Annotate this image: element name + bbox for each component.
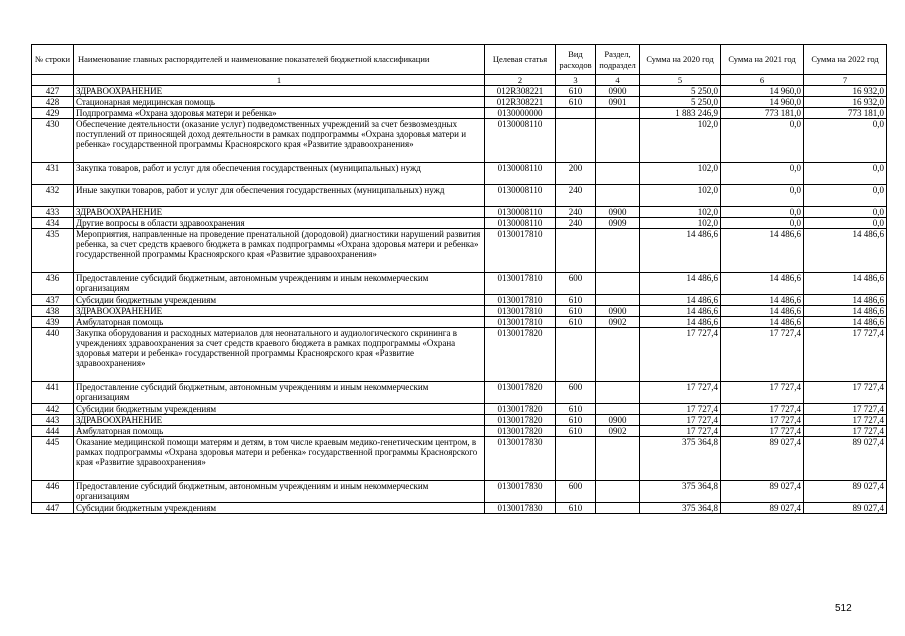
cell-name: ЗДРАВООХРАНЕНИЕ — [74, 415, 485, 426]
table-row — [32, 317, 887, 328]
cell-sum-2020: 102,0 — [640, 218, 721, 229]
header-sum-2022: Сумма на 2022 год — [804, 45, 887, 75]
cell-sum-2021: 0,0 — [721, 207, 804, 218]
cell-sum-2020: 102,0 — [640, 119, 721, 163]
table-row — [32, 185, 887, 207]
cell-section: 0902 — [596, 426, 640, 437]
cell-expense-type — [556, 229, 596, 273]
cell-name: Подпрограмма «Охрана здоровья матери и ребенка» — [74, 108, 485, 119]
table-row — [32, 306, 887, 317]
header-number-2: 2 — [485, 75, 556, 86]
cell-expense-type: 240 — [556, 185, 596, 207]
cell-expense-type: 610 — [556, 97, 596, 108]
cell-name: Субсидии бюджетным учреждениям — [74, 503, 485, 514]
cell-name: Закупка оборудования и расходных материалов для неонатального и аудиологического скрининга в учреждениях здравоохранения за счет средств краевого бюджета в рамках подпрограммы «Охрана здоровья матери и ребенка» государственной программы Красноярского края «Развитие здравоохранения» — [74, 328, 485, 382]
cell-sum-2021: 17 727,4 — [721, 415, 804, 426]
cell-target-article: 0130017820 — [485, 328, 556, 382]
cell-target-article: 0130017820 — [485, 415, 556, 426]
cell-row-number: 427 — [32, 86, 74, 97]
cell-name: Предоставление субсидий бюджетным, автономным учреждениям и иным некоммерческим организациям — [74, 481, 485, 503]
header-number-7: 7 — [804, 75, 887, 86]
header-name: Наименование главных распорядителей и наименование показателей бюджетной классификации — [74, 45, 485, 75]
cell-sum-2020: 14 486,6 — [640, 273, 721, 295]
cell-target-article: 0130017810 — [485, 295, 556, 306]
table-row — [32, 273, 887, 295]
budget-table — [31, 44, 887, 514]
cell-expense-type: 240 — [556, 218, 596, 229]
cell-sum-2020: 102,0 — [640, 163, 721, 185]
table-row — [32, 86, 887, 97]
cell-row-number: 445 — [32, 437, 74, 481]
cell-expense-type — [556, 119, 596, 163]
cell-name: Амбулаторная помощь — [74, 426, 485, 437]
cell-sum-2022: 0,0 — [804, 207, 887, 218]
header-sum-2021: Сумма на 2021 год — [721, 45, 804, 75]
cell-sum-2022: 14 486,6 — [804, 295, 887, 306]
cell-row-number: 431 — [32, 163, 74, 185]
cell-sum-2022: 89 027,4 — [804, 503, 887, 514]
cell-row-number: 446 — [32, 481, 74, 503]
cell-row-number: 428 — [32, 97, 74, 108]
cell-sum-2020: 17 727,4 — [640, 328, 721, 382]
cell-expense-type: 610 — [556, 317, 596, 328]
header-target-article: Целевая статья — [485, 45, 556, 75]
table-row — [32, 404, 887, 415]
header-expense-type: Вид расходов — [556, 45, 596, 75]
cell-name: Амбулаторная помощь — [74, 317, 485, 328]
cell-sum-2022: 16 932,0 — [804, 86, 887, 97]
cell-expense-type: 610 — [556, 306, 596, 317]
cell-section: 0909 — [596, 218, 640, 229]
cell-row-number: 436 — [32, 273, 74, 295]
cell-target-article: 0130017830 — [485, 481, 556, 503]
cell-expense-type: 610 — [556, 86, 596, 97]
cell-sum-2020: 102,0 — [640, 207, 721, 218]
header-row-number: № строки — [32, 45, 74, 75]
table-row — [32, 382, 887, 404]
table-row — [32, 229, 887, 273]
table-row — [32, 328, 887, 382]
cell-sum-2021: 0,0 — [721, 185, 804, 207]
header-numbers-row — [32, 75, 887, 86]
cell-target-article: 0130008110 — [485, 207, 556, 218]
header-number-5: 5 — [640, 75, 721, 86]
cell-sum-2020: 14 486,6 — [640, 295, 721, 306]
cell-expense-type: 600 — [556, 481, 596, 503]
header-number-6: 6 — [721, 75, 804, 86]
cell-sum-2022: 16 932,0 — [804, 97, 887, 108]
cell-sum-2021: 14 486,6 — [721, 317, 804, 328]
cell-section: 0902 — [596, 317, 640, 328]
cell-sum-2022: 773 181,0 — [804, 108, 887, 119]
cell-target-article: 0130017810 — [485, 273, 556, 295]
table-body — [32, 86, 887, 514]
table-row — [32, 415, 887, 426]
cell-target-article: 0130008110 — [485, 119, 556, 163]
table-row — [32, 108, 887, 119]
table-row — [32, 97, 887, 108]
cell-target-article: 0130017810 — [485, 306, 556, 317]
cell-sum-2022: 17 727,4 — [804, 328, 887, 382]
cell-sum-2020: 17 727,4 — [640, 426, 721, 437]
cell-sum-2020: 14 486,6 — [640, 306, 721, 317]
header-section: Раздел, подраздел — [596, 45, 640, 75]
cell-sum-2020: 17 727,4 — [640, 382, 721, 404]
table-row — [32, 437, 887, 481]
cell-sum-2022: 0,0 — [804, 218, 887, 229]
cell-name: Другие вопросы в области здравоохранения — [74, 218, 485, 229]
cell-sum-2021: 17 727,4 — [721, 328, 804, 382]
cell-name: ЗДРАВООХРАНЕНИЕ — [74, 306, 485, 317]
cell-sum-2021: 773 181,0 — [721, 108, 804, 119]
cell-target-article: 0130008110 — [485, 185, 556, 207]
cell-sum-2021: 14 486,6 — [721, 273, 804, 295]
cell-sum-2022: 14 486,6 — [804, 317, 887, 328]
table-row — [32, 426, 887, 437]
cell-sum-2021: 14 960,0 — [721, 86, 804, 97]
cell-section: 0900 — [596, 306, 640, 317]
cell-target-article: 0130008110 — [485, 163, 556, 185]
cell-section — [596, 481, 640, 503]
cell-expense-type — [556, 437, 596, 481]
cell-sum-2020: 102,0 — [640, 185, 721, 207]
cell-expense-type: 610 — [556, 415, 596, 426]
cell-sum-2022: 17 727,4 — [804, 415, 887, 426]
cell-target-article: 012R308221 — [485, 86, 556, 97]
cell-section: 0900 — [596, 207, 640, 218]
cell-sum-2022: 89 027,4 — [804, 481, 887, 503]
cell-sum-2021: 89 027,4 — [721, 437, 804, 481]
cell-row-number: 432 — [32, 185, 74, 207]
cell-sum-2022: 14 486,6 — [804, 273, 887, 295]
cell-row-number: 435 — [32, 229, 74, 273]
cell-section — [596, 437, 640, 481]
cell-sum-2021: 14 486,6 — [721, 229, 804, 273]
cell-section — [596, 503, 640, 514]
cell-section — [596, 229, 640, 273]
cell-section — [596, 295, 640, 306]
cell-row-number: 444 — [32, 426, 74, 437]
cell-sum-2022: 14 486,6 — [804, 229, 887, 273]
cell-name: Предоставление субсидий бюджетным, автономным учреждениям и иным некоммерческим организациям — [74, 382, 485, 404]
cell-row-number: 433 — [32, 207, 74, 218]
cell-row-number: 447 — [32, 503, 74, 514]
cell-sum-2022: 17 727,4 — [804, 404, 887, 415]
cell-target-article: 0130017820 — [485, 404, 556, 415]
cell-section — [596, 382, 640, 404]
cell-name: Закупка товаров, работ и услуг для обеспечения государственных (муниципальных) нужд — [74, 163, 485, 185]
cell-target-article: 0130017830 — [485, 437, 556, 481]
cell-target-article: 0130017820 — [485, 426, 556, 437]
cell-section — [596, 273, 640, 295]
cell-sum-2021: 17 727,4 — [721, 426, 804, 437]
cell-sum-2020: 5 250,0 — [640, 86, 721, 97]
cell-expense-type — [556, 108, 596, 119]
header-number-empty — [32, 75, 74, 86]
cell-name: Иные закупки товаров, работ и услуг для обеспечения государственных (муниципальных) нужд — [74, 185, 485, 207]
cell-row-number: 441 — [32, 382, 74, 404]
cell-row-number: 434 — [32, 218, 74, 229]
cell-sum-2022: 17 727,4 — [804, 426, 887, 437]
cell-section: 0900 — [596, 415, 640, 426]
cell-sum-2021: 0,0 — [721, 163, 804, 185]
table-row — [32, 119, 887, 163]
cell-row-number: 443 — [32, 415, 74, 426]
cell-sum-2020: 375 364,8 — [640, 503, 721, 514]
cell-name: Стационарная медицинская помощь — [74, 97, 485, 108]
cell-sum-2022: 0,0 — [804, 119, 887, 163]
cell-name: Обеспечение деятельности (оказание услуг) подведомственных учреждений за счет безвозмездных поступлений от приносящей доход деятельности в рамках подпрограммы «Охрана здоровья матери и ребенка» государственной программы Красноярского края «Развитие здравоохранения» — [74, 119, 485, 163]
table-row — [32, 503, 887, 514]
table-row — [32, 218, 887, 229]
cell-sum-2022: 17 727,4 — [804, 382, 887, 404]
cell-sum-2022: 0,0 — [804, 185, 887, 207]
cell-row-number: 429 — [32, 108, 74, 119]
cell-sum-2021: 89 027,4 — [721, 503, 804, 514]
cell-sum-2022: 89 027,4 — [804, 437, 887, 481]
header-sum-2020: Сумма на 2020 год — [640, 45, 721, 75]
cell-section: 0901 — [596, 97, 640, 108]
cell-section — [596, 404, 640, 415]
cell-expense-type: 200 — [556, 163, 596, 185]
cell-expense-type: 600 — [556, 273, 596, 295]
cell-sum-2022: 14 486,6 — [804, 306, 887, 317]
cell-sum-2021: 0,0 — [721, 218, 804, 229]
cell-expense-type — [556, 328, 596, 382]
header-number-4: 4 — [596, 75, 640, 86]
cell-sum-2020: 14 486,6 — [640, 317, 721, 328]
cell-name: Предоставление субсидий бюджетным, автономным учреждениям и иным некоммерческим организациям — [74, 273, 485, 295]
cell-section — [596, 108, 640, 119]
cell-sum-2020: 1 883 246,9 — [640, 108, 721, 119]
cell-row-number: 430 — [32, 119, 74, 163]
cell-sum-2021: 17 727,4 — [721, 404, 804, 415]
table-row — [32, 481, 887, 503]
header-number-3: 3 — [556, 75, 596, 86]
cell-expense-type: 610 — [556, 503, 596, 514]
cell-sum-2020: 375 364,8 — [640, 437, 721, 481]
cell-sum-2021: 14 486,6 — [721, 295, 804, 306]
cell-section — [596, 119, 640, 163]
cell-row-number: 437 — [32, 295, 74, 306]
cell-sum-2021: 0,0 — [721, 119, 804, 163]
cell-section — [596, 328, 640, 382]
cell-sum-2021: 17 727,4 — [721, 382, 804, 404]
header-number-1: 1 — [74, 75, 485, 86]
table-row — [32, 207, 887, 218]
cell-expense-type: 240 — [556, 207, 596, 218]
cell-row-number: 438 — [32, 306, 74, 317]
cell-target-article: 0130008110 — [485, 218, 556, 229]
cell-target-article: 0130017810 — [485, 317, 556, 328]
cell-sum-2020: 17 727,4 — [640, 404, 721, 415]
cell-section — [596, 163, 640, 185]
header-row — [32, 45, 887, 75]
cell-row-number: 442 — [32, 404, 74, 415]
table-row — [32, 163, 887, 185]
page-number: 512 — [835, 603, 852, 614]
cell-name: ЗДРАВООХРАНЕНИЕ — [74, 86, 485, 97]
cell-sum-2021: 14 486,6 — [721, 306, 804, 317]
cell-target-article: 0130017810 — [485, 229, 556, 273]
cell-row-number: 439 — [32, 317, 74, 328]
cell-sum-2022: 0,0 — [804, 163, 887, 185]
cell-section: 0900 — [596, 86, 640, 97]
cell-name: Мероприятия, направленные на проведение пренатальной (дородовой) диагностики нарушений развития ребенка, за счет средств краевого бюджета в рамках подпрограммы «Охрана здоровья матери и ребенка» государственной программы Красноярского края «Развитие здравоохранения» — [74, 229, 485, 273]
cell-sum-2021: 89 027,4 — [721, 481, 804, 503]
table-row — [32, 295, 887, 306]
cell-sum-2020: 5 250,0 — [640, 97, 721, 108]
cell-row-number: 440 — [32, 328, 74, 382]
cell-target-article: 0130017820 — [485, 382, 556, 404]
cell-target-article: 0130017830 — [485, 503, 556, 514]
cell-sum-2020: 17 727,4 — [640, 415, 721, 426]
cell-section — [596, 185, 640, 207]
cell-expense-type: 600 — [556, 382, 596, 404]
cell-sum-2020: 14 486,6 — [640, 229, 721, 273]
cell-expense-type: 610 — [556, 295, 596, 306]
cell-sum-2021: 14 960,0 — [721, 97, 804, 108]
cell-name: Субсидии бюджетным учреждениям — [74, 295, 485, 306]
cell-target-article: 0130000000 — [485, 108, 556, 119]
cell-expense-type: 610 — [556, 404, 596, 415]
cell-name: ЗДРАВООХРАНЕНИЕ — [74, 207, 485, 218]
cell-expense-type: 610 — [556, 426, 596, 437]
cell-target-article: 012R308221 — [485, 97, 556, 108]
cell-name: Оказание медицинской помощи матерям и детям, в том числе краевым медико-генетическим центром, в рамках подпрограммы «Охрана здоровья матери и ребенка» государственной программы Красноярского края «Развитие здравоохранения» — [74, 437, 485, 481]
cell-name: Субсидии бюджетным учреждениям — [74, 404, 485, 415]
cell-sum-2020: 375 364,8 — [640, 481, 721, 503]
